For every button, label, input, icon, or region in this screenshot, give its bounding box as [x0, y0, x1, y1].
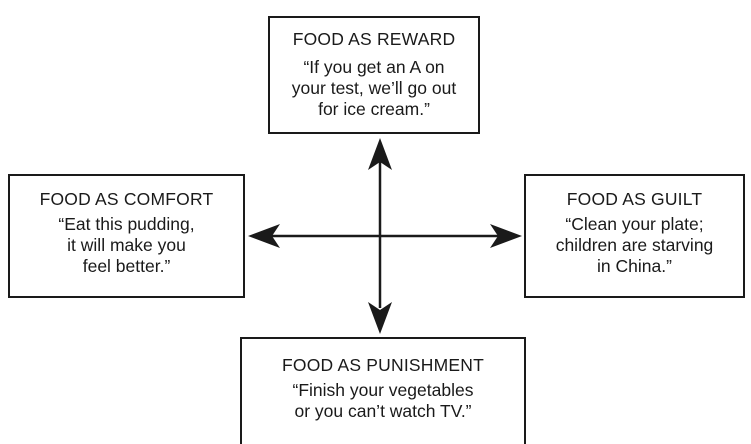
- food-as-punishment-title: FOOD AS PUNISHMENT: [282, 355, 484, 375]
- food-as-comfort-box: [8, 174, 245, 298]
- food-as-reward-quote: “If you get an A on your test, we’ll go out for ice cream.”: [291, 57, 457, 119]
- food-as-punishment-quote: “Finish your vegetables or you can’t watch TV.”: [292, 380, 474, 421]
- food-as-punishment-box: [240, 337, 526, 444]
- food-as-guilt-title: FOOD AS GUILT: [566, 189, 703, 209]
- food-as-comfort-title: FOOD AS COMFORT: [39, 189, 214, 209]
- food-as-reward-box: [268, 16, 480, 134]
- food-as-guilt-box: [524, 174, 745, 298]
- food-as-comfort-quote: “Eat this pudding, it will make you feel better.”: [58, 214, 195, 276]
- food-as-guilt-quote: “Clean your plate; children are starving in China.”: [555, 214, 714, 276]
- food-as-reward-title: FOOD AS REWARD: [292, 29, 456, 49]
